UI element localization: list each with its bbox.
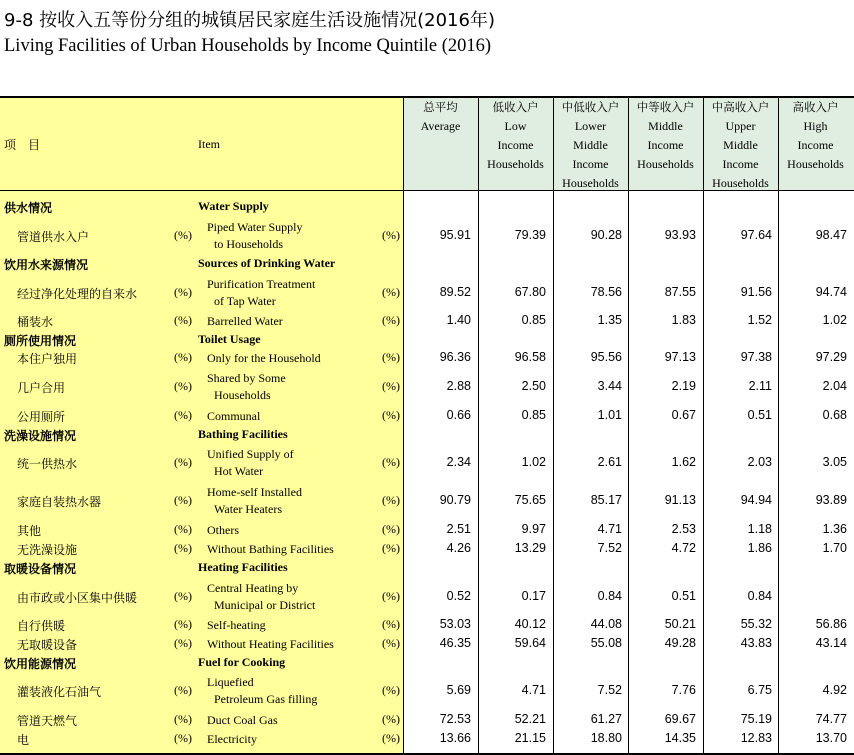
value-cell: 96.58	[514, 350, 546, 364]
value-cell: 46.35	[439, 636, 471, 650]
value-cell: 5.69	[446, 683, 471, 697]
value-cell: 78.56	[590, 285, 622, 299]
value-cell: 0.52	[446, 589, 471, 603]
value-cell: 97.13	[664, 350, 696, 364]
value-cell: 89.52	[439, 285, 471, 299]
value-cell: 2.03	[747, 455, 772, 469]
section-label-en: Water Supply	[198, 199, 269, 213]
column-divider	[628, 98, 629, 753]
row-label-en: Unified Supply of	[207, 447, 294, 461]
header-column	[403, 98, 478, 190]
value-cell: 53.03	[439, 617, 471, 631]
row-label-en: Duct Coal Gas	[207, 712, 278, 727]
value-cell: 52.21	[514, 712, 546, 726]
value-cell: 75.65	[514, 493, 546, 507]
value-cell: 1.01	[597, 408, 622, 422]
value-cell: 2.61	[597, 455, 622, 469]
value-cell: 3.05	[822, 455, 847, 469]
value-cell: 97.29	[815, 350, 847, 364]
header-column-cn: 中等收入户	[636, 100, 695, 114]
row-unit: (%)	[174, 228, 192, 242]
row-label-cn: 统一供热水	[17, 457, 78, 471]
row-label-cn: 管道天燃气	[17, 714, 78, 728]
column-divider	[553, 98, 554, 753]
row-label-cn: 桶装水	[17, 315, 54, 329]
row-unit: (%)	[174, 636, 192, 650]
value-cell: 95.91	[439, 228, 471, 242]
row-label-en: Shared by Some	[207, 371, 286, 385]
header-column-en: Upper	[725, 119, 756, 133]
value-cell: 2.50	[521, 379, 546, 393]
section-label-cn: 取暖设备情况	[4, 562, 77, 576]
value-cell: 13.70	[815, 731, 847, 745]
row-unit: (%)	[174, 683, 192, 697]
row-unit-en: (%)	[382, 350, 400, 364]
header-column-en: Households	[787, 157, 844, 171]
value-cell: 0.68	[822, 408, 847, 422]
value-cell: 0.67	[671, 408, 696, 422]
value-cell: 2.88	[446, 379, 471, 393]
section-label-en: Fuel for Cooking	[198, 655, 286, 669]
row-unit: (%)	[174, 455, 192, 469]
row-label-en: Piped Water Supply	[207, 220, 303, 234]
value-cell: 21.15	[514, 731, 546, 745]
row-label-en: Liquefied	[207, 675, 254, 689]
row-unit: (%)	[174, 408, 192, 422]
column-divider	[703, 98, 704, 753]
header-column-en: High	[803, 119, 828, 133]
row-label-en: Central Heating by	[207, 581, 299, 595]
value-cell: 43.83	[740, 636, 772, 650]
value-cell: 0.85	[521, 408, 546, 422]
row-unit-en: (%)	[382, 228, 400, 242]
value-cell: 61.27	[590, 712, 622, 726]
row-unit-en: (%)	[382, 617, 400, 631]
value-cell: 85.17	[590, 493, 622, 507]
value-cell: 4.92	[822, 683, 847, 697]
section-label-cn: 厕所使用情况	[4, 334, 77, 348]
value-cell: 2.34	[446, 455, 471, 469]
value-cell: 2.51	[446, 522, 471, 536]
row-unit-en: (%)	[382, 589, 400, 603]
page-title-cn: 9-8 按收入五等份分组的城镇居民家庭生活设施情况(2016年)	[4, 10, 495, 31]
header-column-cn: 低收入户	[492, 100, 539, 114]
value-cell: 50.21	[664, 617, 696, 631]
header-column-cn: 中低收入户	[561, 100, 620, 114]
row-label-cn: 家庭自装热水器	[17, 495, 102, 509]
value-cell: 43.14	[815, 636, 847, 650]
row-unit-en: (%)	[382, 636, 400, 650]
value-cell: 98.47	[815, 228, 847, 242]
value-cell: 0.84	[597, 589, 622, 603]
value-cell: 13.29	[514, 541, 546, 555]
row-unit: (%)	[174, 522, 192, 536]
value-cell: 96.36	[439, 350, 471, 364]
value-cell: 0.84	[747, 589, 772, 603]
value-cell: 94.74	[815, 285, 847, 299]
value-cell: 1.36	[822, 522, 847, 536]
row-label-en: Without Heating Facilities	[207, 636, 334, 651]
row-unit: (%)	[174, 285, 192, 299]
value-cell: 75.19	[740, 712, 772, 726]
header-column-en: Income	[722, 157, 759, 171]
row-label-cn: 经过净化处理的自来水	[17, 287, 138, 301]
value-cell: 97.64	[740, 228, 772, 242]
row-label-en: Home-self Installed	[207, 485, 302, 499]
row-label-cn: 无洗澡设施	[17, 543, 78, 557]
row-unit: (%)	[174, 379, 192, 393]
header-column	[703, 98, 778, 190]
row-unit: (%)	[174, 541, 192, 555]
value-cell: 12.83	[740, 731, 772, 745]
section-label-en: Sources of Drinking Water	[198, 256, 336, 270]
header-column-en: Low	[504, 119, 527, 133]
value-cell: 2.53	[671, 522, 696, 536]
value-cell: 1.86	[747, 541, 772, 555]
header-column-en: Middle	[723, 138, 758, 152]
value-cell: 90.79	[439, 493, 471, 507]
header-column-en: Income	[647, 138, 684, 152]
value-cell: 97.38	[740, 350, 772, 364]
row-unit: (%)	[174, 350, 192, 364]
row-label-cn: 其他	[17, 524, 42, 538]
value-cell: 87.55	[664, 285, 696, 299]
header-column-cn: 中高收入户	[711, 100, 770, 114]
header-column-en: Households	[487, 157, 544, 171]
row-unit-en: (%)	[382, 522, 400, 536]
value-cell: 3.44	[597, 379, 622, 393]
value-cell: 1.83	[671, 313, 696, 327]
value-cell: 91.56	[740, 285, 772, 299]
row-label-cn: 几户合用	[17, 381, 66, 395]
header-column-en: Middle	[648, 119, 683, 133]
header-item-cn: 项 目	[4, 138, 41, 152]
row-unit-en: (%)	[382, 731, 400, 745]
section-label-en: Toilet Usage	[198, 332, 261, 346]
row-label-cn: 电	[17, 733, 30, 747]
value-cell: 59.64	[514, 636, 546, 650]
column-divider	[778, 98, 779, 753]
row-label-en: of Tap Water	[214, 294, 276, 308]
value-cell: 4.71	[521, 683, 546, 697]
value-cell: 7.76	[671, 683, 696, 697]
value-cell: 91.13	[664, 493, 696, 507]
value-cell: 7.52	[597, 683, 622, 697]
column-divider	[478, 98, 479, 753]
row-unit-en: (%)	[382, 493, 400, 507]
value-cell: 1.70	[822, 541, 847, 555]
header-column-cn: 总平均	[423, 100, 458, 114]
section-label-cn: 供水情况	[4, 201, 53, 215]
row-unit: (%)	[174, 493, 192, 507]
row-label-en: Communal	[207, 408, 261, 423]
row-unit: (%)	[174, 731, 192, 745]
section-label-cn: 饮用能源情况	[4, 657, 77, 671]
header-column-en: Households	[712, 176, 769, 190]
row-label-cn: 无取暖设备	[17, 638, 78, 652]
header-column	[628, 98, 703, 190]
row-unit-en: (%)	[382, 541, 400, 555]
header-column-en: Middle	[573, 138, 608, 152]
value-cell: 94.94	[740, 493, 772, 507]
section-label-cn: 洗澡设施情况	[4, 429, 77, 443]
row-label-en: Petroleum Gas filling	[214, 692, 318, 706]
value-cell: 4.71	[597, 522, 622, 536]
value-cell: 93.93	[664, 228, 696, 242]
row-label-en: Barrelled Water	[207, 313, 283, 328]
header-item-en: Item	[198, 137, 220, 151]
value-cell: 74.77	[815, 712, 847, 726]
value-cell: 1.62	[671, 455, 696, 469]
header-column-en: Average	[420, 119, 461, 133]
value-cell: 14.35	[664, 731, 696, 745]
value-cell: 0.85	[521, 313, 546, 327]
row-label-en: Electricity	[207, 731, 257, 746]
row-label-en: to Households	[214, 237, 283, 251]
value-cell: 18.80	[590, 731, 622, 745]
value-cell: 69.67	[664, 712, 696, 726]
row-unit: (%)	[174, 589, 192, 603]
row-label-en: Purification Treatment	[207, 277, 316, 291]
value-cell: 2.11	[748, 379, 772, 393]
row-unit-en: (%)	[382, 285, 400, 299]
row-label-en: Water Heaters	[214, 502, 282, 516]
section-label-cn: 饮用水来源情况	[4, 258, 89, 272]
row-unit-en: (%)	[382, 712, 400, 726]
value-cell: 1.02	[822, 313, 847, 327]
value-cell: 7.52	[597, 541, 622, 555]
value-cell: 90.28	[590, 228, 622, 242]
row-unit: (%)	[174, 313, 192, 327]
value-cell: 95.56	[590, 350, 622, 364]
value-cell: 4.72	[671, 541, 696, 555]
value-cell: 0.66	[446, 408, 471, 422]
value-cell: 40.12	[514, 617, 546, 631]
header-column-en: Households	[637, 157, 694, 171]
row-label-en: Municipal or District	[214, 598, 316, 612]
value-cell: 1.18	[747, 522, 772, 536]
row-label-cn: 灌装液化石油气	[17, 685, 102, 699]
value-cell: 4.26	[446, 541, 471, 555]
row-unit: (%)	[174, 617, 192, 631]
row-unit-en: (%)	[382, 379, 400, 393]
row-label-en: Others	[207, 522, 239, 537]
row-label-cn: 公用厕所	[17, 410, 66, 424]
row-label-en: Only for the Household	[207, 350, 321, 365]
value-cell: 9.97	[521, 522, 546, 536]
row-unit-en: (%)	[382, 408, 400, 422]
row-label-cn: 管道供水入户	[17, 230, 90, 244]
row-unit: (%)	[174, 712, 192, 726]
header-column-cn: 高收入户	[792, 100, 839, 114]
value-cell: 67.80	[514, 285, 546, 299]
header-column-en: Lower	[574, 119, 607, 133]
value-cell: 13.66	[439, 731, 471, 745]
row-label-cn: 本住户独用	[17, 352, 78, 366]
section-label-en: Bathing Facilities	[198, 427, 288, 441]
header-column	[778, 98, 853, 190]
value-cell: 0.51	[747, 408, 772, 422]
value-cell: 93.89	[815, 493, 847, 507]
value-cell: 56.86	[815, 617, 847, 631]
value-cell: 0.17	[521, 589, 546, 603]
value-cell: 1.40	[446, 313, 471, 327]
header-column-en: Households	[562, 176, 619, 190]
value-cell: 79.39	[514, 228, 546, 242]
header-column	[478, 98, 553, 190]
row-label-en: Without Bathing Facilities	[207, 541, 334, 556]
row-label-cn: 自行供暖	[17, 619, 66, 633]
section-label-en: Heating Facilities	[198, 560, 288, 574]
value-cell: 6.75	[747, 683, 772, 697]
row-label-cn: 由市政或小区集中供暖	[17, 591, 138, 605]
row-unit-en: (%)	[382, 455, 400, 469]
header-column-en: Income	[572, 157, 609, 171]
column-divider	[403, 98, 404, 753]
row-unit-en: (%)	[382, 683, 400, 697]
value-cell: 49.28	[664, 636, 696, 650]
value-cell: 2.04	[822, 379, 847, 393]
page-title-en: Living Facilities of Urban Households by Income Quintile (2016)	[4, 36, 492, 56]
value-cell: 44.08	[590, 617, 622, 631]
row-label-en: Self-heating	[207, 617, 266, 632]
header-column-en: Income	[497, 138, 534, 152]
value-cell: 72.53	[439, 712, 471, 726]
value-cell: 55.32	[740, 617, 772, 631]
row-label-en: Households	[214, 388, 271, 402]
header-column	[553, 98, 628, 190]
value-cell: 2.19	[671, 379, 696, 393]
row-label-en: Hot Water	[214, 464, 264, 478]
row-unit-en: (%)	[382, 313, 400, 327]
value-cell: 1.52	[747, 313, 772, 327]
value-cell: 1.35	[597, 313, 622, 327]
value-cell: 55.08	[590, 636, 622, 650]
header-column-en: Income	[797, 138, 834, 152]
value-cell: 0.51	[671, 589, 696, 603]
value-cell: 1.02	[521, 455, 546, 469]
